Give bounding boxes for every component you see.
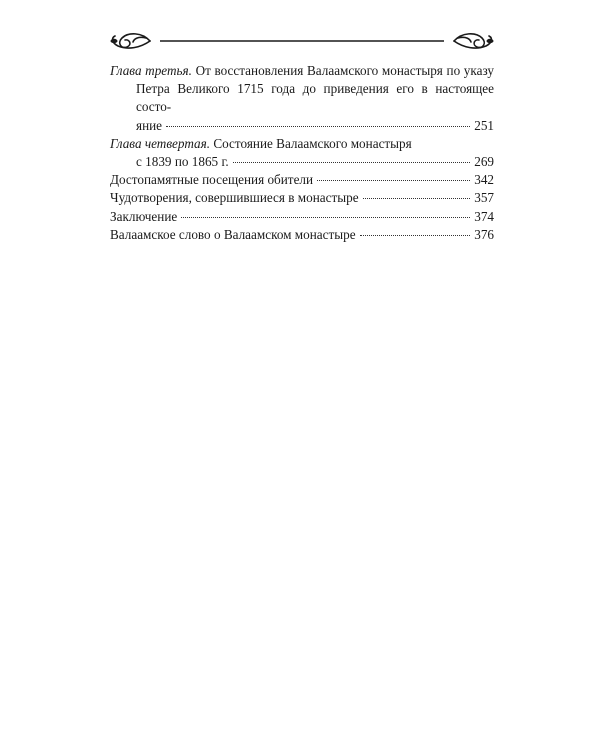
table-of-contents <box>110 62 494 244</box>
page-number: 251 <box>474 117 494 133</box>
toc-entry-line: Петра Великого 1715 года до приведения его в настоящее состо- <box>136 81 494 115</box>
toc-entry-chapter-three[interactable] <box>110 62 494 135</box>
page-number: 357 <box>474 190 494 206</box>
toc-entry-line <box>110 62 494 80</box>
entry-title: Достопамятные посещения обители <box>110 172 314 188</box>
entry-title: Заключение <box>110 208 178 224</box>
toc-entry-chapter-four[interactable] <box>110 135 494 171</box>
entry-title: Чудотворения, совершившиеся в монастыре <box>110 190 359 206</box>
toc-entry-line <box>110 153 494 171</box>
toc-entry-valaam-word[interactable] <box>110 226 494 244</box>
ornament-divider-icon <box>106 30 498 52</box>
chapter-title-part: Состояние Валаамского монастыря <box>213 135 412 151</box>
chapter-title-part: с 1839 по 1865 г. <box>136 154 229 170</box>
dot-leader <box>233 161 471 163</box>
toc-entry-line <box>110 171 494 189</box>
page-number: 374 <box>474 208 494 224</box>
header-ornament <box>106 30 498 52</box>
chapter-title-part: яние <box>136 117 163 133</box>
toc-entry-line <box>110 135 494 153</box>
toc-entry-line <box>110 189 494 207</box>
entry-title: Валаамское слово о Валаамском монастыре <box>110 226 356 242</box>
chapter-title-part: От восстановления Валаамского монастыря по указу <box>195 63 494 78</box>
page-number: 269 <box>474 154 494 170</box>
dot-leader <box>181 216 470 218</box>
toc-entry-line <box>110 226 494 244</box>
chapter-label: Глава четвертая. <box>110 135 211 151</box>
dot-leader <box>317 179 470 181</box>
toc-entry-line <box>110 208 494 226</box>
dot-leader <box>363 197 471 199</box>
toc-entry-conclusion[interactable] <box>110 208 494 226</box>
dot-leader <box>360 234 471 236</box>
toc-entry-miracles[interactable] <box>110 189 494 207</box>
page-number: 376 <box>474 226 494 242</box>
toc-entry-memorable-visits[interactable] <box>110 171 494 189</box>
page-number: 342 <box>474 172 494 188</box>
dot-leader <box>166 125 470 127</box>
toc-entry-line <box>110 117 494 135</box>
chapter-label: Глава третья. <box>110 63 192 78</box>
